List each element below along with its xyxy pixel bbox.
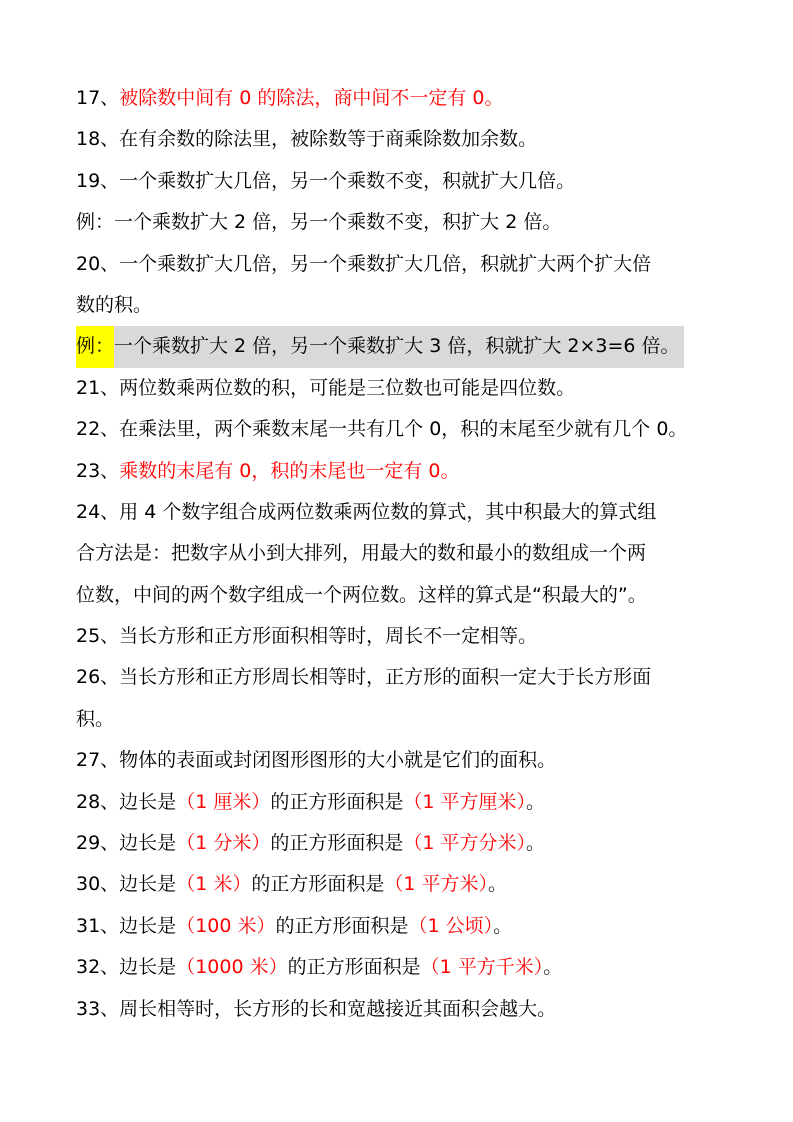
text-line	[76, 492, 724, 533]
text-line	[76, 864, 724, 905]
text-segment: 的正方形面积是	[270, 832, 404, 855]
highlighted-line	[76, 326, 684, 367]
text-segment: 的正方形面积是	[275, 914, 409, 937]
text-line	[76, 657, 724, 698]
text-segment: 21、两位数乘两位数的积，可能是三位数也可能是四位数。	[76, 376, 576, 399]
text-segment: 22、在乘法里，两个乘数末尾一共有几个 0，积的末尾至少就有几个 0。	[76, 418, 688, 441]
text-line	[76, 244, 724, 285]
text-segment: 合方法是：把数字从小到大排列，用最大的数和最小的数组成一个两	[76, 542, 647, 565]
text-segment: 的正方形面积是	[251, 873, 385, 896]
text-line	[76, 326, 724, 367]
text-segment: 。	[487, 873, 507, 896]
text-segment: 位数，中间的两个数字组成一个两位数。这样的算式是“积最大的”。	[76, 583, 647, 606]
document-page	[76, 78, 724, 1030]
text-segment: （1 平方厘米）	[403, 790, 526, 813]
text-line	[76, 699, 724, 740]
text-segment: 31、边长是	[76, 914, 177, 937]
text-line	[76, 906, 724, 947]
text-segment: 33、周长相等时，长方形的长和宽越接近其面积会越大。	[76, 997, 557, 1020]
text-line	[76, 947, 724, 988]
text-segment: （100 米）	[176, 914, 276, 937]
text-segment: 28、边长是	[76, 790, 177, 813]
text-line	[76, 575, 724, 616]
text-line	[76, 78, 724, 119]
text-line	[76, 161, 724, 202]
text-segment: （1 公顷）	[408, 914, 494, 937]
text-segment: 18、在有余数的除法里，被除数等于商乘除数加余数。	[76, 128, 538, 151]
text-segment: 30、边长是	[76, 873, 177, 896]
text-segment: 20、一个乘数扩大几倍，另一个乘数扩大几倍，积就扩大两个扩大倍	[76, 252, 652, 275]
text-line	[76, 533, 724, 574]
text-segment: 积。	[76, 707, 115, 730]
text-segment: 29、边长是	[76, 832, 177, 855]
text-segment: 一个乘数扩大 2 倍，另一个乘数扩大 3 倍，积就扩大 2×3=6 倍。	[114, 335, 680, 358]
text-line	[76, 740, 724, 781]
text-line	[76, 285, 724, 326]
text-segment: 。	[525, 832, 545, 855]
text-line	[76, 782, 724, 823]
text-segment: 23、	[76, 459, 120, 482]
text-segment: 。	[543, 956, 563, 979]
text-segment: 的正方形面积是	[287, 956, 421, 979]
text-line	[76, 451, 724, 492]
text-segment: （1 分米）	[176, 832, 271, 855]
text-line	[76, 409, 724, 450]
text-segment: 例：一个乘数扩大 2 倍，另一个乘数不变，积扩大 2 倍。	[76, 211, 562, 234]
text-segment: （1 米）	[176, 873, 252, 896]
text-segment: 。	[525, 790, 545, 813]
text-segment: （1 平方分米）	[403, 832, 526, 855]
text-line	[76, 823, 724, 864]
text-segment: 27、物体的表面或封闭图形图形的大小就是它们的面积。	[76, 749, 557, 772]
text-line	[76, 202, 724, 243]
text-segment: 被除数中间有 0 的除法，商中间不一定有 0。	[119, 87, 504, 109]
text-line	[76, 368, 724, 409]
text-segment: 例：	[76, 326, 114, 367]
text-segment: 17、	[76, 87, 120, 109]
text-segment: （1000 米）	[176, 956, 288, 979]
text-segment: 数的积。	[76, 293, 153, 316]
text-line	[76, 119, 724, 160]
text-segment: （1 平方米）	[384, 873, 488, 896]
text-segment: （1 厘米）	[176, 790, 271, 813]
text-segment: 19、一个乘数扩大几倍，另一个乘数不变，积就扩大几倍。	[76, 169, 576, 192]
text-segment: 24、用 4 个数字组合成两位数乘两位数的算式，其中积最大的算式组	[76, 500, 657, 523]
text-segment: 乘数的末尾有 0，积的末尾也一定有 0。	[119, 459, 460, 482]
text-segment: （1 平方千米）	[420, 956, 544, 979]
text-segment: 25、当长方形和正方形面积相等时，周长不一定相等。	[76, 625, 538, 648]
text-line	[76, 989, 724, 1030]
text-segment: 的正方形面积是	[270, 790, 404, 813]
text-segment: 。	[493, 914, 513, 937]
text-segment: 32、边长是	[76, 956, 177, 979]
text-segment: 26、当长方形和正方形周长相等时，正方形的面积一定大于长方形面	[76, 666, 652, 689]
text-line	[76, 616, 724, 657]
